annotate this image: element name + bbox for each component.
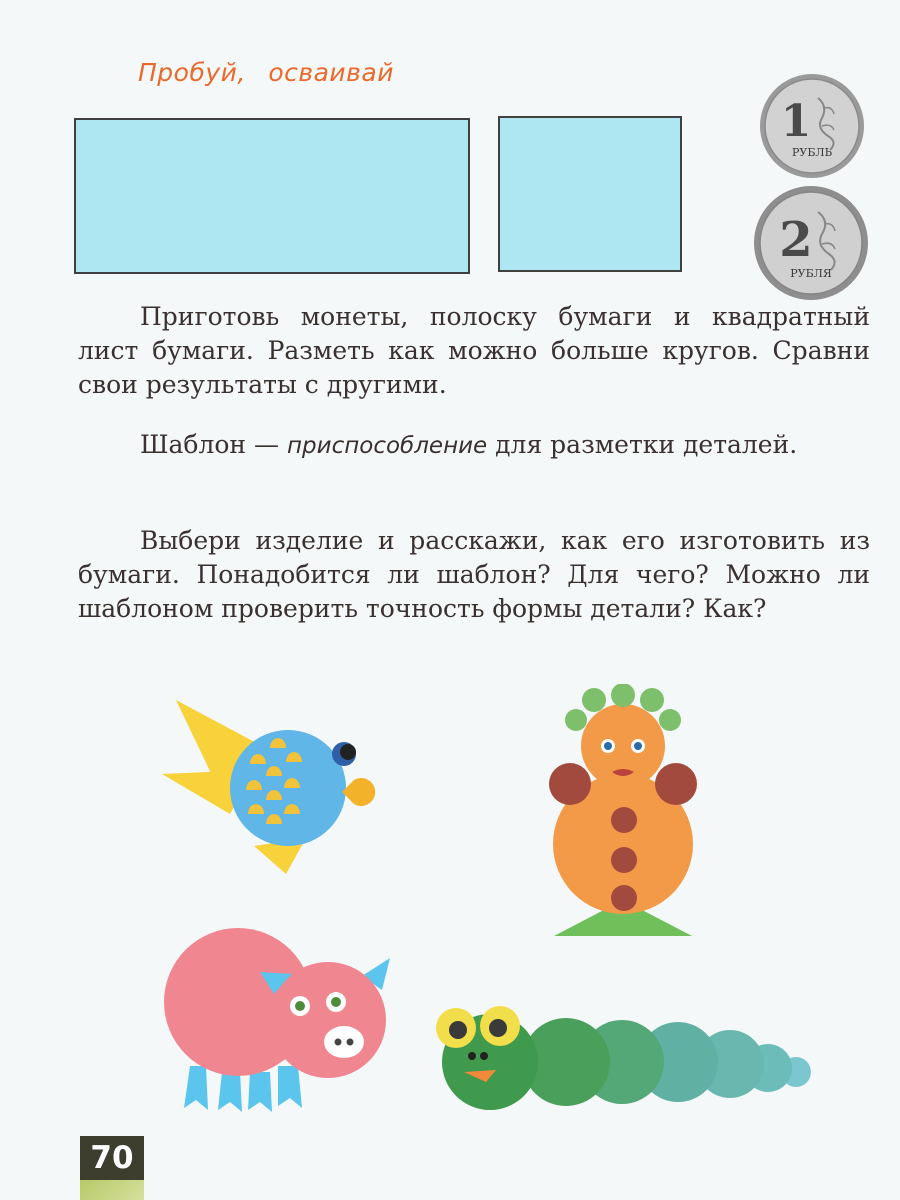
pig-craft-illustration bbox=[162, 916, 394, 1112]
doll-craft-illustration bbox=[548, 684, 698, 936]
definition-term: приспособление bbox=[286, 433, 488, 459]
paragraph-template-definition bbox=[78, 428, 870, 463]
definition-lead: Шаблон — bbox=[140, 430, 287, 459]
paper-strip-illustration bbox=[74, 118, 470, 274]
coin-2-digit: 2 bbox=[779, 212, 813, 268]
coin-1-ruble-icon bbox=[758, 72, 866, 180]
coin-1-digit: 1 bbox=[780, 96, 812, 147]
caterpillar-craft-illustration bbox=[426, 1006, 816, 1110]
coin-2-label: РУБЛЯ bbox=[790, 267, 832, 280]
square-paper-illustration bbox=[498, 116, 682, 272]
paragraph-craft-questions: Выбери изделие и расскажи, как его изготовить из бумаги. Понадобится ли шаблон? Для чего? Можно ли шаблоном проверить точность формы детали? Как? bbox=[78, 526, 870, 623]
paragraph-coins-task: Приготовь монеты, полоску бумаги и квадратный лист бумаги. Разметь как можно больше кругов. Сравни свои результаты с другими. bbox=[78, 302, 870, 399]
section-heading: Пробуй, осваивай bbox=[138, 58, 394, 87]
coin-2-rubles-icon bbox=[752, 184, 870, 302]
page-badge-stripe bbox=[80, 1180, 144, 1200]
fish-craft-illustration bbox=[158, 696, 388, 878]
coin-1-label: РУБЛЬ bbox=[791, 146, 833, 159]
page-number: 70 bbox=[90, 1140, 134, 1176]
definition-rest: для разметки деталей. bbox=[487, 430, 798, 459]
page-number-badge bbox=[80, 1136, 144, 1200]
